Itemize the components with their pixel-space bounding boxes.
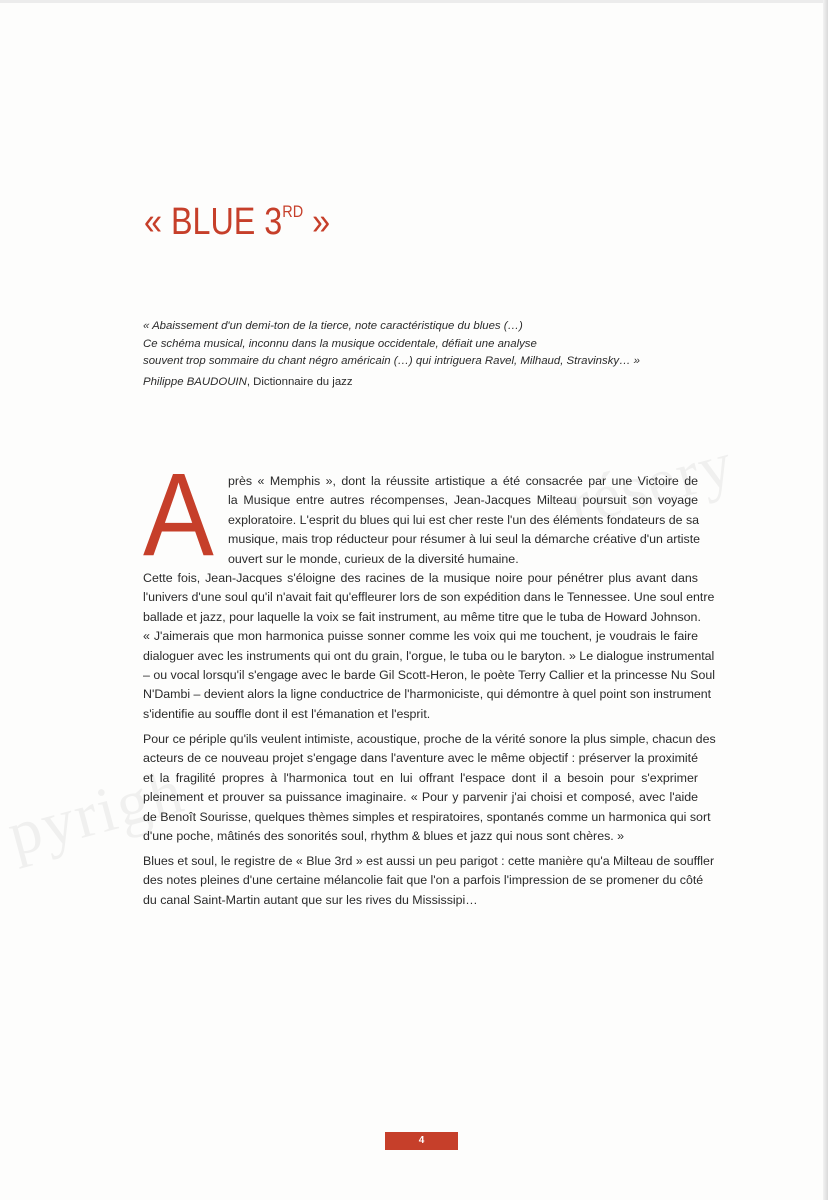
scan-edge-right — [823, 0, 828, 1200]
paragraph-line: d'une poche, mâtinés des sonorités soul, rhythm & blues et jazz qui nous sont chères. » — [143, 829, 625, 844]
watermark-right: résery — [560, 427, 742, 540]
paragraph-line: l'univers d'une soul qu'il n'avait fait qu'effleurer lors de son expédition dans le Tennessee. Une soul entre — [143, 590, 715, 605]
epigraph-line: Ce schéma musical, inconnu dans la musique occidentale, défiait une analyse — [143, 337, 537, 350]
scan-edge-top — [0, 0, 828, 3]
page-number: 4 — [385, 1132, 458, 1150]
paragraph-line: s'identifie au souffle dont il est l'émanation et l'esprit. — [143, 706, 431, 721]
watermark-left: pyrigh — [0, 754, 192, 870]
page-title — [144, 201, 331, 244]
paragraph-line: des notes pleines d'une certaine mélancolie fait que l'on a parfois l'impression de se promener du côté — [143, 873, 704, 888]
epigraph-author: Philippe BAUDOUIN — [143, 376, 247, 388]
paragraph-line: et la fragilité propres à l'harmonica tout en lui offrant l'espace dont il a besoin pour s'exprimer — [143, 770, 698, 785]
epigraph-attribution — [143, 376, 353, 388]
lead-line: musique, mais trop réducteur pour résumer à lui seul la démarche créative d'un artiste — [228, 532, 701, 547]
epigraph — [143, 318, 703, 371]
paragraph-line: ballade et jazz, pour laquelle la voix se fait instrument, au même titre que le tuba de Howard Johnson. — [143, 609, 701, 624]
paragraph-line: « J'aimerais que mon harmonica puisse sonner comme les voix qui me touchent, je voudrais le faire — [143, 629, 698, 644]
paragraph-line: N'Dambi – devient alors la ligne conductrice de l'harmoniciste, qui démontre à quel point son instrument — [143, 687, 712, 702]
drop-cap: A — [143, 449, 214, 581]
epigraph-source: , Dictionnaire du jazz — [246, 376, 353, 388]
lead-line: ouvert sur le monde, curieux de la diversité humaine. — [228, 551, 519, 566]
lead-line: exploratoire. L'esprit du blues qui lui est cher reste l'un des éléments fondateurs de sa — [228, 512, 700, 527]
body-paragraph-3 — [143, 852, 715, 910]
lead-paragraph — [228, 472, 701, 569]
lead-line: près « Memphis », dont la réussite artistique a été consacrée par une Victoire de — [228, 474, 698, 488]
paragraph-line: acteurs de ce nouveau projet s'engage dans l'aventure avec le même objectif : préserver la proximité — [143, 751, 698, 766]
paragraph-line: Pour ce périple qu'ils veulent intimiste, acoustique, proche de la vérité sonore la plus simple, chacun des — [143, 732, 716, 746]
paragraph-line: Blues et soul, le registre de « Blue 3rd » est aussi un peu parigot : cette manière qu'a Milteau de souffler — [143, 854, 715, 868]
paragraph-line: de Benoît Sourisse, quelques thèmes simples et respiratoires, spontanés comme un harmonica qui sort — [143, 809, 711, 824]
body-paragraph-1 — [143, 569, 716, 724]
lead-line: la Musique entre autres récompenses, Jean-Jacques Milteau poursuit son voyage — [228, 493, 698, 508]
title-closing: » — [303, 201, 331, 244]
paragraph-line: Cette fois, Jean-Jacques s'éloigne des racines de la musique noire pour pénétrer plus avant dans — [143, 571, 698, 585]
title-main: « BLUE 3 — [144, 201, 283, 244]
paragraph-line: pleinement et prouver sa puissance imaginaire. « Pour y parvenir j'ai choisi et composé, avec l'aide — [143, 790, 698, 805]
paragraph-line: du canal Saint-Martin autant que sur les rives du Mississipi… — [143, 892, 478, 907]
body-paragraph-2 — [143, 730, 716, 846]
title-superscript: RD — [282, 202, 304, 222]
paragraph-line: dialoguer avec les instruments qui ont du grain, l'orgue, le tuba ou le baryton. » Le dialogue instrumental — [143, 648, 715, 663]
epigraph-line: « Abaissement d'un demi-ton de la tierce, note caractéristique du blues (…) — [143, 320, 523, 332]
paragraph-line: – ou vocal lorsqu'il s'engage avec le barde Gil Scott-Heron, le poète Terry Callier et la princesse Nu Soul — [143, 668, 716, 683]
epigraph-line: souvent trop sommaire du chant négro américain (…) qui intriguera Ravel, Milhaud, Stravinsky… » — [143, 355, 640, 368]
